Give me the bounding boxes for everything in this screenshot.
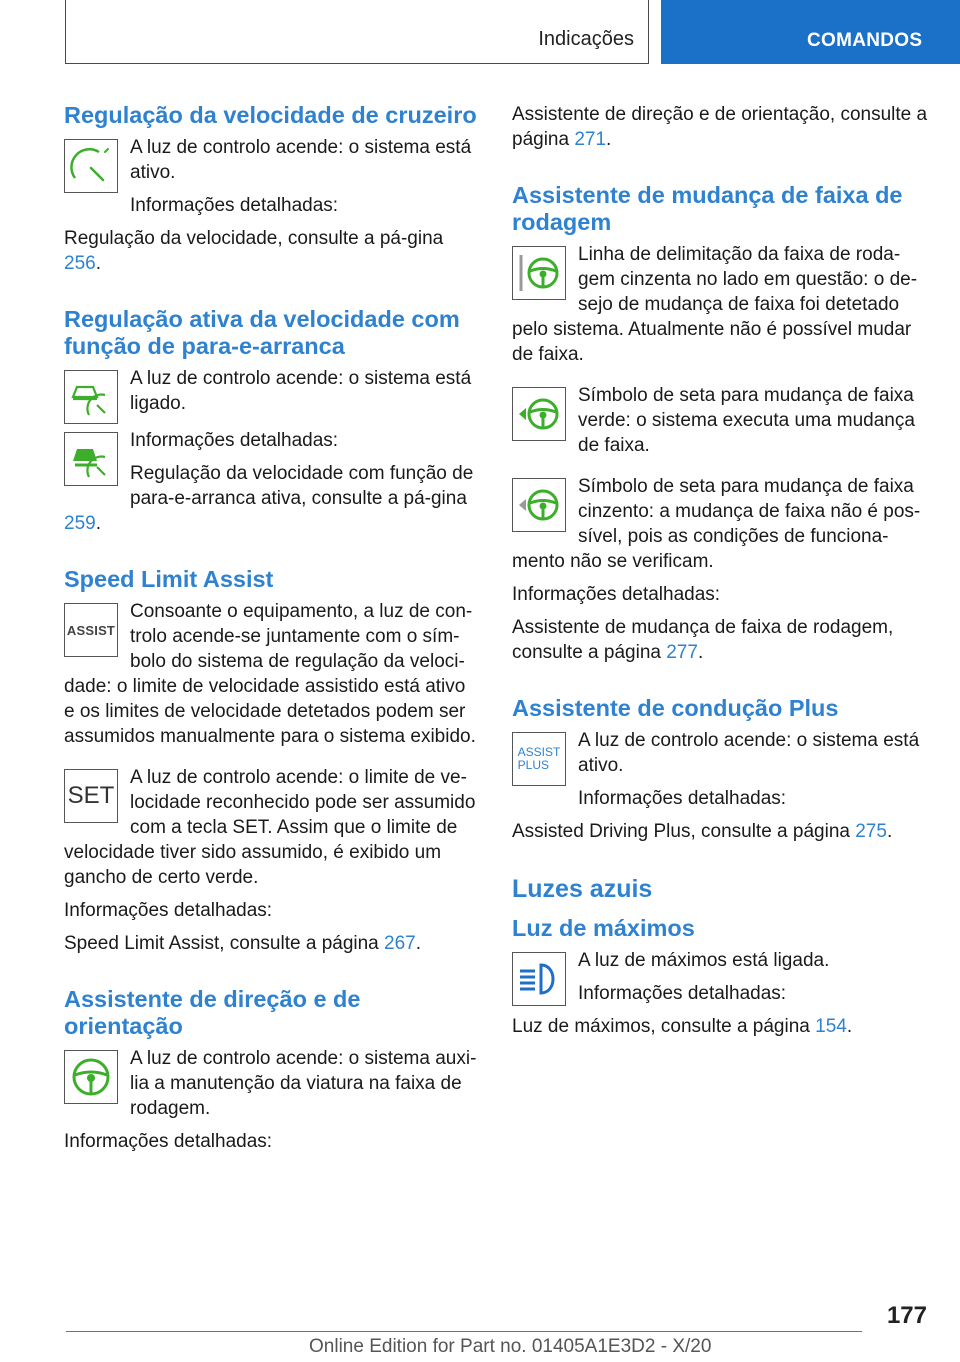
section-title-lane-change: Assistente de mudança de faixa de rodagem <box>512 182 903 235</box>
header-section-label: Indicações <box>538 28 634 50</box>
text: Speed Limit Assist, consulte a página 267. <box>64 933 422 954</box>
text: Assisted Driving Plus, consulte a página 275. <box>512 821 893 842</box>
text: Informações detalhadas: <box>130 195 339 216</box>
page-link[interactable]: 277 <box>666 642 698 663</box>
text: Linha de delimitação da faixa de roda-gem cinzenta no lado em questão: o de-sejo de mudança de faixa foi detetado pelo sistema. Atualmente não é possível mudar de faixa. <box>512 244 918 365</box>
cruise-control-icon <box>64 139 118 193</box>
text: Informações detalhadas: <box>64 900 273 921</box>
text: Assistente de direção e de orientação, consulte a página 271. <box>512 104 928 150</box>
lane-change-grey-arrow-icon <box>512 478 566 532</box>
section-title-steering-assistant: Assistente de direção e de orientação <box>64 986 361 1039</box>
page-number: 177 <box>886 1302 927 1329</box>
text: Informações detalhadas: <box>64 1131 273 1152</box>
set-icon: SET <box>64 769 118 823</box>
footer-edition: Online Edition for Part no. 01405A1E3D2 - X/20 <box>309 1336 712 1357</box>
right-column <box>512 102 930 1039</box>
text: A luz de controlo acende: o sistema está ligado. <box>130 368 472 414</box>
lane-change-grey-line-icon <box>512 246 566 300</box>
assist-plus-icon: ASSIST PLUS <box>512 732 566 786</box>
page-link[interactable]: 256 <box>64 253 96 274</box>
page-link[interactable]: 259 <box>64 513 96 534</box>
section-title-driving-assistant-plus: Assistente de condução Plus <box>512 695 839 721</box>
page-link[interactable]: 275 <box>855 821 887 842</box>
header-chapter-tab <box>661 0 960 64</box>
section-title-blue-lights: Luzes azuis <box>512 875 653 903</box>
subsection-title-high-beam: Luz de máximos <box>512 915 695 941</box>
header-chapter-label: COMANDOS <box>807 30 923 51</box>
text: Luz de máximos, consulte a página 154. <box>512 1016 853 1037</box>
section-title-acc-stop-go: Regulação ativa da velocidade com função de para-e-arranca <box>64 306 460 359</box>
acc-car-icon <box>64 370 118 424</box>
assist-icon: ASSIST <box>64 603 118 657</box>
footer-divider <box>66 1331 862 1332</box>
left-column <box>64 102 480 1154</box>
acc-car-filled-icon <box>64 432 118 486</box>
page-link[interactable]: 271 <box>574 129 607 150</box>
text: Símbolo de seta para mudança de faixa cinzento: a mudança de faixa não é pos-sível, pois as condições de funciona-mento não se verificam. <box>512 476 921 572</box>
text: A luz de controlo acende: o sistema está ativo. <box>578 730 920 776</box>
header-section-tab <box>65 0 649 64</box>
text: A luz de controlo acende: o sistema auxi-lia a manutenção da viatura na faixa de rodagem. <box>130 1048 477 1119</box>
text: Assistente de mudança de faixa de rodagem, consulte a página 277. <box>512 617 894 663</box>
text: A luz de máximos está ligada. <box>578 950 830 971</box>
text: Regulação da velocidade com função de para-e-arranca ativa, consulte a pá-gina 259. <box>64 463 474 534</box>
text: Regulação da velocidade, consulte a pá-gina 256. <box>64 228 444 274</box>
section-title-speed-limit-assist: Speed Limit Assist <box>64 566 274 592</box>
text: Informações detalhadas: <box>578 983 787 1004</box>
text: Informações detalhadas: <box>578 788 787 809</box>
text: Informações detalhadas: <box>512 584 721 605</box>
page-link[interactable]: 267 <box>384 933 416 954</box>
text: A luz de controlo acende: o sistema está ativo. <box>130 137 472 183</box>
text: Símbolo de seta para mudança de faixa verde: o sistema executa uma mudança de faixa. <box>578 385 915 456</box>
steering-wheel-icon <box>64 1050 118 1104</box>
section-title-cruise-control: Regulação da velocidade de cruzeiro <box>64 102 477 128</box>
lane-change-green-arrow-icon <box>512 387 566 441</box>
text: A luz de controlo acende: o limite de ve-locidade reconhecido pode ser assumido com a tecla SET. Assim que o limite de velocidade tiver sido assumido, é exibido um gancho de certo verde. <box>64 767 476 888</box>
text: Consoante o equipamento, a luz de con-trolo acende-se juntamente com o sím-bolo do sistema de regulação da veloci-dade: o limite de velocidade assistido está ativo e os limites de velocidade detetados podem ser assumidos manualmente para o sistema exibido. <box>64 601 476 747</box>
high-beam-icon <box>512 952 566 1006</box>
page-link[interactable]: 154 <box>815 1016 847 1037</box>
text: Informações detalhadas: <box>130 430 339 451</box>
